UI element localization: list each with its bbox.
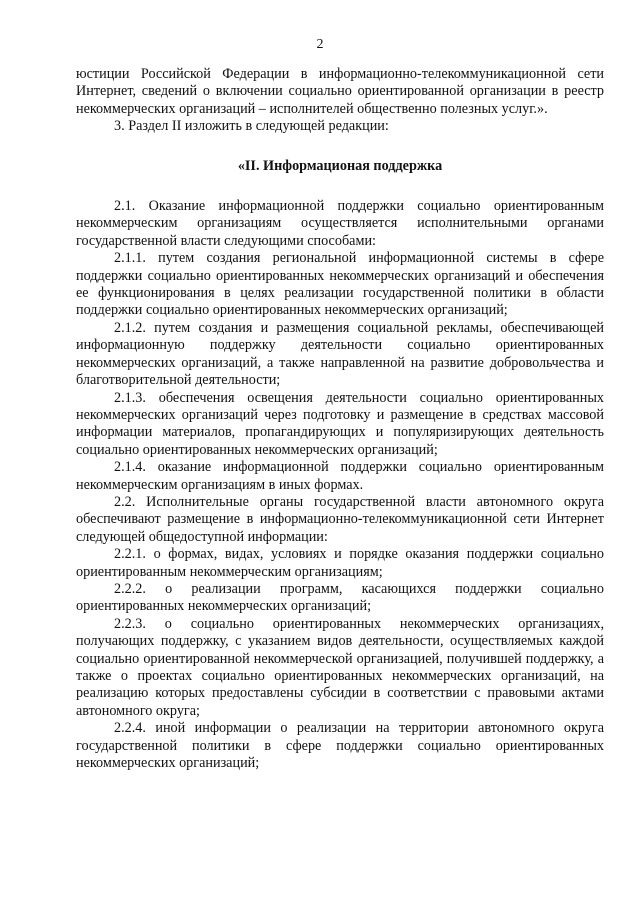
paragraph-item-3: 3. Раздел II изложить в следующей редакции:: [114, 118, 389, 135]
section-heading: «II. Информационая поддержка: [237, 157, 443, 174]
document-body: [76, 66, 604, 772]
paragraph-2-1: 2.1. Оказание информационной поддержки социально ориентированным некоммерческим организациям осуществляется исполнительными органами государственной власти следующими способами:: [76, 198, 604, 249]
page-number: 2: [316, 37, 324, 52]
paragraph-2-2-3: 2.2.3. о социально ориентированных некоммерческих организациях, получающих поддержку, с указанием видов деятельности, осуществляемых каждой социально ориентированной некоммерческой организацией, получившей поддержку, а также о проектах социально ориентированных некоммерческих организаций, на реализацию которых предоставлены субсидии в соответствии с правовыми актами автономного округа;: [76, 615, 604, 719]
paragraph-2-1-2: 2.1.2. путем создания и размещения социальной рекламы, обеспечивающей информационную поддержку деятельности социально ориентированных некоммерческих организаций, а также направленной на развитие добровольчества и благотворительной деятельности;: [76, 319, 604, 389]
paragraph-2-2: 2.2. Исполнительные органы государственной власти автономного округа обеспечивают размещение в информационно-телекоммуникационной сети Интернет следующей общедоступной информации:: [76, 493, 604, 545]
paragraph-continuation: юстиции Российской Федерации в информационно-телекоммуникационной сети Интернет, сведений о включении социально ориентированной организации в реестр некоммерческих организаций – исполнителей общественно полезных услуг.».: [76, 66, 604, 117]
paragraph-2-1-1: 2.1.1. путем создания региональной информационной системы в сфере поддержки социально ориентированных некоммерческих организаций и обеспечения ее функционирования в целях реализации государственной политики в области поддержки социально ориентированных некоммерческих организаций;: [76, 250, 604, 319]
paragraph-2-2-2: 2.2.2. о реализации программ, касающихся поддержки социально ориентированных некоммерческих организаций;: [76, 580, 604, 615]
paragraph-2-2-4: 2.2.4. иной информации о реализации на территории автономного округа государственной политики в сфере поддержки социально ориентированных некоммерческих организаций;: [76, 720, 604, 772]
paragraph-2-1-3: 2.1.3. обеспечения освещения деятельности социально ориентированных некоммерческих организаций через подготовку и размещение в средствах массовой информации материалов, пропагандирующих и популяризирующих деятельность социально ориентированных некоммерческих организаций;: [76, 389, 604, 458]
paragraph-2-2-1: 2.2.1. о формах, видах, условиях и порядке оказания поддержки социально ориентированным некоммерческим организациям;: [76, 546, 604, 580]
paragraph-2-1-4: 2.1.4. оказание информационной поддержки социально ориентированным некоммерческим организациям в иных формах.: [76, 459, 604, 493]
